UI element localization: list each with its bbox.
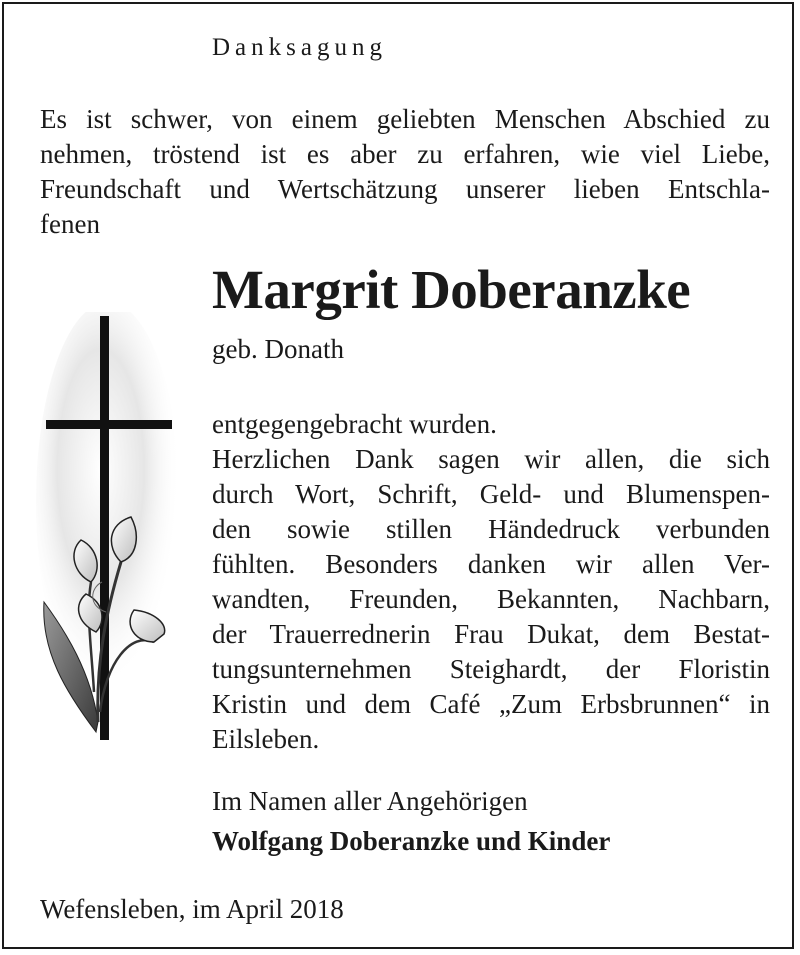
body-line: entgegengebracht wurden. <box>212 409 497 439</box>
body-line: wandten, Freunden, Bekannten, Nachbarn, <box>212 584 770 614</box>
thanks-text <box>212 407 770 757</box>
body-line: tungsunternehmen Steighardt, der Floristin <box>212 654 770 684</box>
body-line: Herzlichen Dank sagen wir allen, die sich <box>212 444 770 474</box>
body-line: der Trauerrednerin Frau Dukat, dem Bestat- <box>212 619 770 649</box>
deceased-name: Margrit Doberanzke <box>212 259 691 320</box>
body-line: fühlten. Besonders danken wir allen Ver- <box>212 549 770 579</box>
intro-line: Es ist schwer, von einem geliebten Menschen Abschied zu <box>40 104 770 134</box>
body-line: den sowie stillen Händedruck verbunden <box>212 514 770 544</box>
intro-line: nehmen, tröstend ist es aber zu erfahren, wie viel Liebe, <box>40 139 770 169</box>
signature-intro: Im Namen aller Angehörigen <box>212 786 528 816</box>
intro-line: Freundschaft und Wertschätzung unserer lieben Entschla- <box>40 174 770 204</box>
obituary-notice <box>2 2 794 949</box>
intro-text <box>40 102 770 242</box>
heading: Danksagung <box>212 34 387 61</box>
body-line: durch Wort, Schrift, Geld- und Blumenspen- <box>212 479 770 509</box>
signature: Wolfgang Doberanzke und Kinder <box>212 826 611 856</box>
body-line: Eilsleben. <box>212 724 320 754</box>
body-line: Kristin und dem Café „Zum Erbsbrunnen“ in <box>212 689 770 719</box>
place-date: Wefensleben, im April 2018 <box>40 894 344 924</box>
intro-line: fenen <box>40 209 100 239</box>
birth-name: geb. Donath <box>212 334 344 364</box>
cross-and-lilies-illustration <box>36 312 186 744</box>
